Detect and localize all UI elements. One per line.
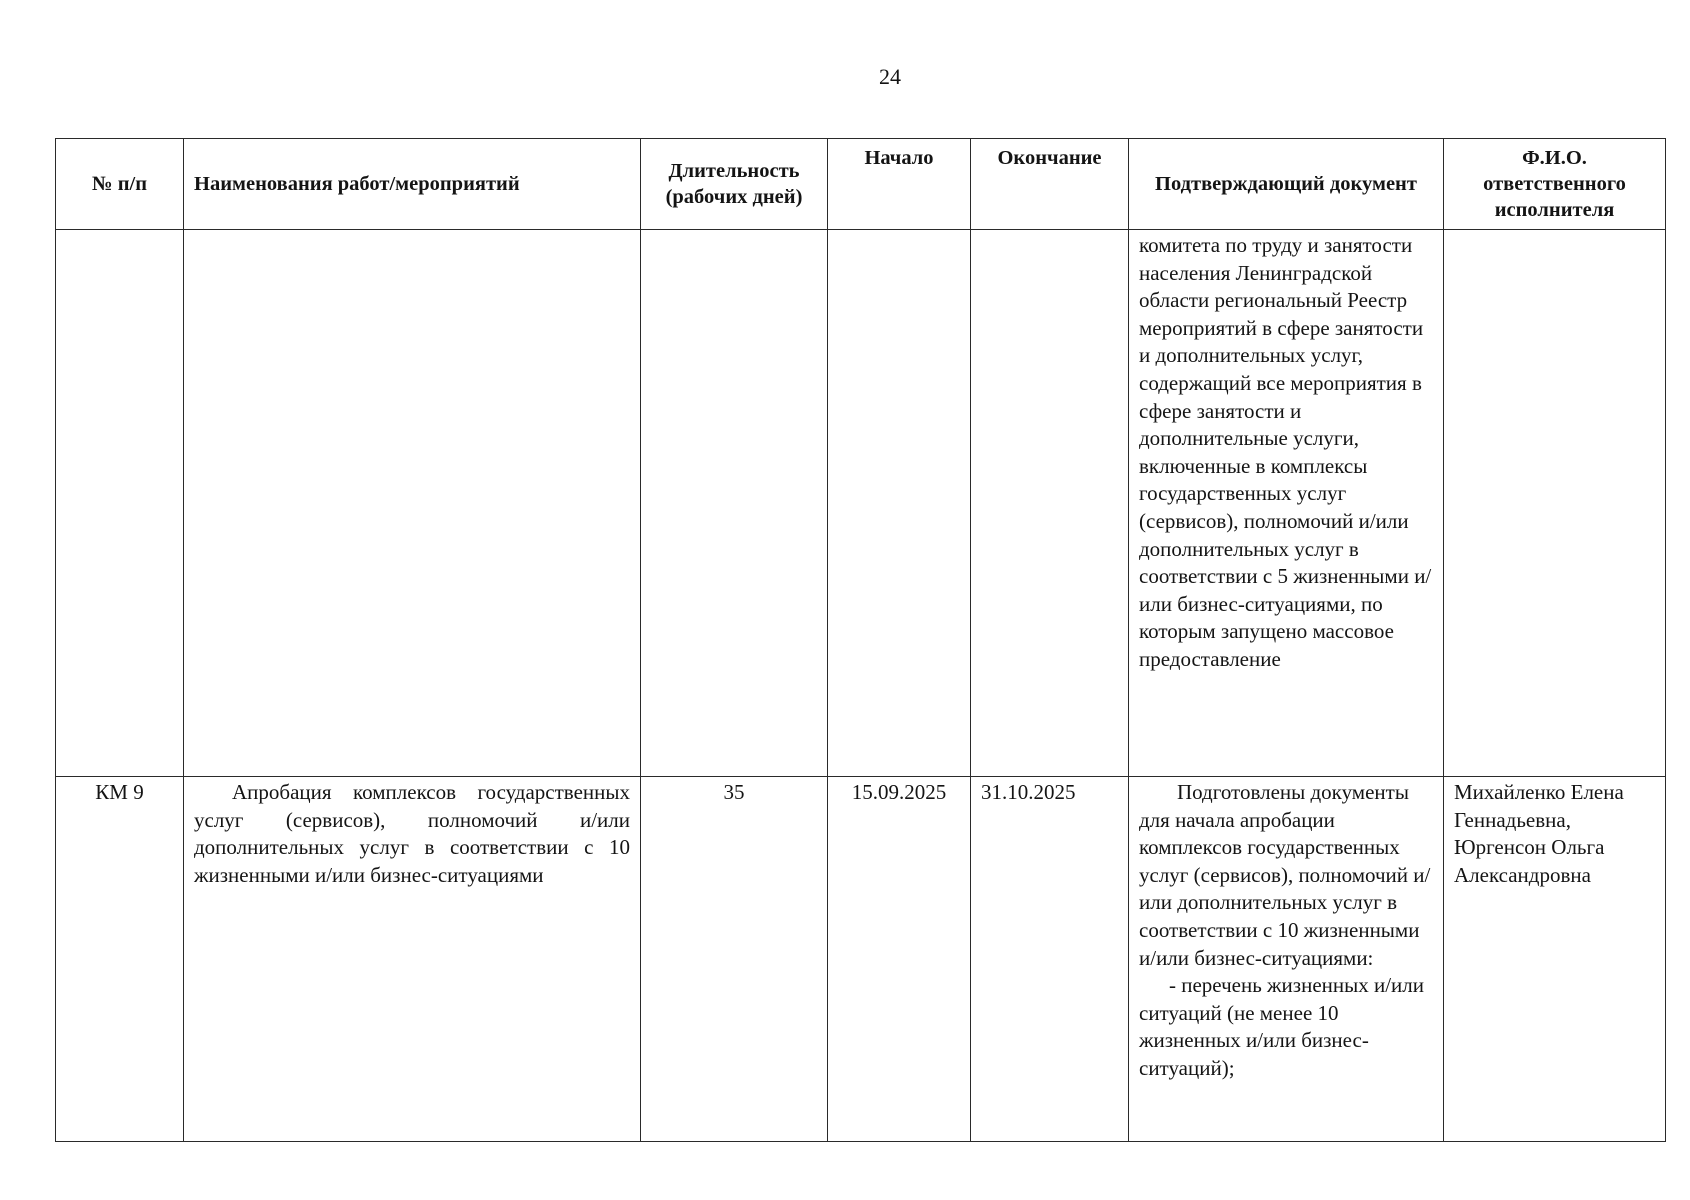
table-header-row [56,139,1666,230]
table-row [56,777,1666,1142]
cell-start [828,230,971,777]
cell-responsible [1444,777,1666,1142]
cell-duration: 35 [641,777,828,1142]
cell-name [184,230,641,777]
work-name-text: Апробация комплексов государственных услуг (сервисов), полномочий и/или дополнительных услуг в соответствии с 10 жизненными и/или бизнес-ситуациями [194,780,630,887]
header-num: № п/п [56,139,184,230]
document-list-item: - перечень жизненных и/или ситуаций (не менее 10 жизненных и/или бизнес- ситуаций); [1139,973,1425,1080]
header-name: Наименования работ/мероприятий [184,139,641,230]
responsible-text: Михайленко Елена Геннадьевна, Юргенсон Ольга Александровна [1454,780,1624,887]
cell-num [56,230,184,777]
document-text: Подготовлены документы для начала апробации комплексов государственных услуг (сервисов), полномочий и/или дополнительных услуг в соответствии с 10 жизненными и/или бизнес-ситуациями: [1139,780,1431,970]
cell-num: КМ 9 [56,777,184,1142]
header-document: Подтверждающий документ [1129,139,1444,230]
header-responsible: Ф.И.О. ответственного исполнителя [1444,139,1666,230]
cell-name [184,777,641,1142]
cell-end [971,230,1129,777]
cell-end: 31.10.2025 [971,777,1129,1142]
cell-document [1129,230,1444,777]
header-start: Начало [828,139,971,230]
header-duration: Длительность (рабочих дней) [641,139,828,230]
cell-document [1129,777,1444,1142]
work-plan-table [55,138,1666,1142]
cell-responsible [1444,230,1666,777]
table-row [56,230,1666,777]
header-end: Окончание [971,139,1129,230]
document-text: комитета по труду и занятости населения Ленинградской области региональный Реестр мероприятий в сфере занятости и дополнительных услуг, содержащий все мероприятия в сфере занятости и дополнительные услуги, включенные в комплексы государственных услуг (сервисов), полномочий и/или дополнительных услуг в соответствии с 5 жизненными и/или бизнес-ситуациями, по которым запущено массовое предоставление [1139,233,1432,671]
cell-start: 15.09.2025 [828,777,971,1142]
page-number: 24 [879,64,901,89]
cell-duration [641,230,828,777]
